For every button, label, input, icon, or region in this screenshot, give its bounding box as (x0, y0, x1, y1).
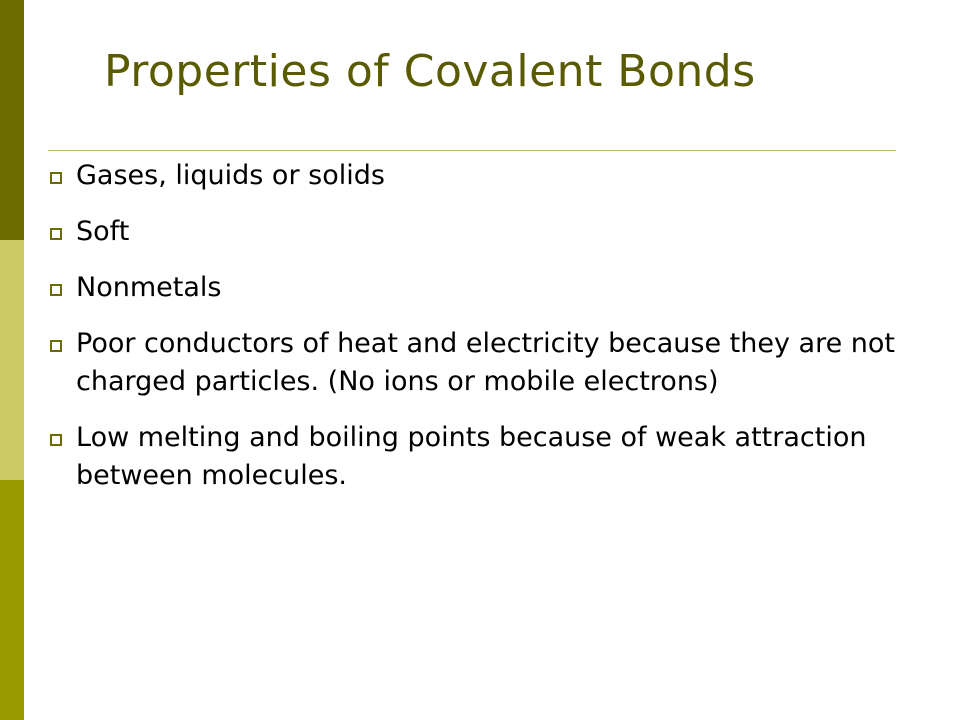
list-item (48, 157, 908, 195)
side-bar-top (0, 0, 24, 240)
bullet-text: Gases, liquids or solids (76, 160, 385, 191)
bullet-text: Nonmetals (76, 272, 222, 303)
list-item (48, 269, 908, 307)
bullet-text: Soft (76, 216, 130, 247)
square-bullet-icon (50, 340, 62, 352)
bullet-list (48, 157, 908, 513)
list-item (48, 213, 908, 251)
square-bullet-icon (50, 434, 62, 446)
square-bullet-icon (50, 284, 62, 296)
bullet-text: Poor conductors of heat and electricity because they are not charged particles. (No ions or mobile electrons) (76, 328, 895, 397)
bullet-text: Low melting and boiling points because of weak attraction between molecules. (76, 422, 867, 491)
list-item (48, 325, 908, 401)
slide-title: Properties of Covalent Bonds (104, 46, 756, 97)
side-bar-bottom (0, 480, 24, 720)
square-bullet-icon (50, 228, 62, 240)
title-divider (48, 150, 896, 151)
square-bullet-icon (50, 172, 62, 184)
list-item (48, 419, 908, 495)
side-bar-middle (0, 240, 24, 480)
